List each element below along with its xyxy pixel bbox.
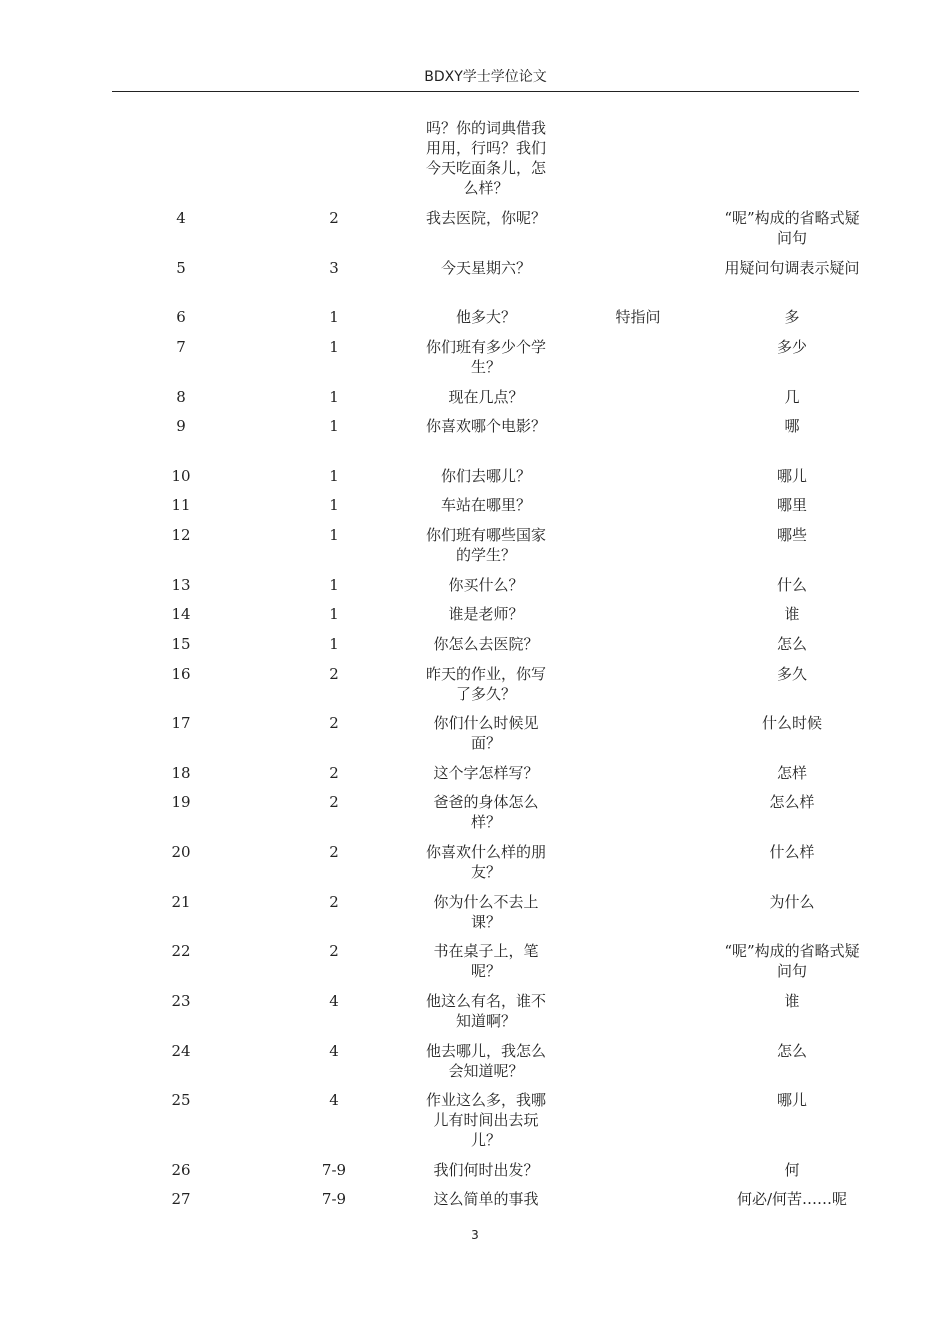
cell-example: 你们班有哪些国家的学生？ <box>425 526 546 564</box>
cell-number: 10 <box>171 467 191 485</box>
cell-number: 15 <box>171 635 191 653</box>
cell-level: 2 <box>329 665 339 683</box>
cell-marker: “呢”构成的省略式疑问句 <box>724 942 860 980</box>
cell-marker: 哪些 <box>776 526 807 544</box>
cell-number: 23 <box>171 992 191 1010</box>
cell-marker: 谁 <box>784 605 800 623</box>
cell-level: 1 <box>329 338 339 356</box>
cell-number: 11 <box>171 496 191 514</box>
cell-number: 14 <box>171 605 191 623</box>
cell-marker: 怎么 <box>776 1042 807 1060</box>
cell-marker: 何必/何苦……呢 <box>736 1190 848 1208</box>
cell-marker: 怎么样 <box>769 793 815 811</box>
cell-example: 这个字怎样写？ <box>433 764 539 782</box>
cell-number: 25 <box>171 1091 191 1109</box>
cell-number: 12 <box>171 526 191 544</box>
cell-example: 你买什么？ <box>448 576 524 594</box>
cell-example: 今天星期六？ <box>440 259 531 277</box>
cell-example: 车站在哪里？ <box>440 496 531 514</box>
cell-number: 26 <box>171 1161 191 1179</box>
cell-level: 1 <box>329 388 339 406</box>
cell-number: 22 <box>171 942 191 960</box>
cell-example: 书在桌子上，笔呢？ <box>433 942 539 980</box>
cell-marker: 哪儿 <box>776 1091 807 1109</box>
cell-example: 你为什么不去上课？ <box>433 893 539 931</box>
cell-level: 1 <box>329 417 339 435</box>
cell-level: 2 <box>329 209 339 227</box>
cell-level: 1 <box>329 576 339 594</box>
cell-level: 2 <box>329 893 339 911</box>
cell-number: 17 <box>171 714 191 732</box>
cell-marker: 怎么 <box>776 635 807 653</box>
cell-example: 作业这么多，我哪儿有时间出去玩儿？ <box>425 1091 546 1149</box>
cell-marker: 谁 <box>784 992 800 1010</box>
cell-level: 2 <box>329 764 339 782</box>
cell-level: 2 <box>329 714 339 732</box>
cell-number: 13 <box>171 576 191 594</box>
cell-level: 1 <box>329 526 339 544</box>
cell-number: 19 <box>171 793 191 811</box>
cell-example: 你们什么时候见面？ <box>433 714 539 752</box>
cell-example: 他多大？ <box>455 308 516 326</box>
cell-marker: 为什么 <box>769 893 815 911</box>
cell-marker: 用疑问句调表示疑问 <box>724 259 860 277</box>
cell-example: 谁是老师？ <box>448 605 524 623</box>
cell-marker: 多久 <box>776 665 807 683</box>
cell-number: 27 <box>171 1190 191 1208</box>
cell-level: 4 <box>329 992 339 1010</box>
cell-marker: 什么 <box>776 576 807 594</box>
cell-level: 4 <box>329 1042 339 1060</box>
cell-example: 你怎么去医院？ <box>433 635 539 653</box>
cell-level: 7-9 <box>321 1190 347 1208</box>
cell-marker: 多 <box>784 308 800 326</box>
cell-example: 爸爸的身体怎么样？ <box>433 793 539 831</box>
cell-type: 特指问 <box>615 308 661 326</box>
page-header <box>112 66 859 92</box>
cell-example: 现在几点？ <box>448 388 524 406</box>
cell-number: 16 <box>171 665 191 683</box>
cell-marker: “呢”构成的省略式疑问句 <box>724 209 860 247</box>
cell-example: 你们班有多少个学生？ <box>425 338 546 376</box>
page-number: 3 <box>471 1228 479 1242</box>
cell-level: 1 <box>329 605 339 623</box>
cell-example: 昨天的作业，你写了多久？ <box>425 665 546 703</box>
cell-number: 24 <box>171 1042 191 1060</box>
cell-level: 7-9 <box>321 1161 347 1179</box>
cell-marker: 哪 <box>784 417 800 435</box>
cell-example: 你喜欢什么样的朋友？ <box>425 843 546 881</box>
cell-level: 1 <box>329 635 339 653</box>
cell-example: 我去医院，你呢？ <box>425 209 546 227</box>
cell-marker: 何 <box>784 1161 800 1179</box>
cell-level: 2 <box>329 793 339 811</box>
cell-example: 吗？你的词典借我用用，行吗？我们今天吃面条儿，怎么样？ <box>425 119 546 197</box>
cell-marker: 多少 <box>776 338 807 356</box>
cell-example: 你们去哪儿？ <box>440 467 531 485</box>
cell-example: 这么简单的事我 <box>433 1190 539 1208</box>
cell-number: 21 <box>171 893 191 911</box>
cell-example: 我们何时出发？ <box>433 1161 539 1179</box>
cell-number: 9 <box>176 417 186 435</box>
cell-marker: 怎样 <box>776 764 807 782</box>
header-title: BDXY学士学位论文 <box>424 69 547 85</box>
cell-marker: 什么样 <box>769 843 815 861</box>
cell-level: 1 <box>329 467 339 485</box>
cell-level: 1 <box>329 308 339 326</box>
cell-level: 1 <box>329 496 339 514</box>
cell-level: 4 <box>329 1091 339 1109</box>
cell-number: 8 <box>176 388 186 406</box>
cell-number: 7 <box>176 338 186 356</box>
cell-example: 他去哪儿，我怎么会知道呢？ <box>425 1042 546 1080</box>
cell-marker: 几 <box>784 388 800 406</box>
cell-marker: 哪儿 <box>776 467 807 485</box>
cell-example: 他这么有名，谁不知道啊？ <box>425 992 546 1030</box>
cell-marker: 哪里 <box>776 496 807 514</box>
cell-example: 你喜欢哪个电影？ <box>425 417 546 435</box>
cell-level: 3 <box>329 259 339 277</box>
cell-number: 6 <box>176 308 186 326</box>
cell-number: 18 <box>171 764 191 782</box>
cell-number: 4 <box>176 209 186 227</box>
cell-marker: 什么时候 <box>761 714 822 732</box>
cell-level: 2 <box>329 843 339 861</box>
cell-number: 20 <box>171 843 191 861</box>
cell-number: 5 <box>176 259 186 277</box>
cell-level: 2 <box>329 942 339 960</box>
